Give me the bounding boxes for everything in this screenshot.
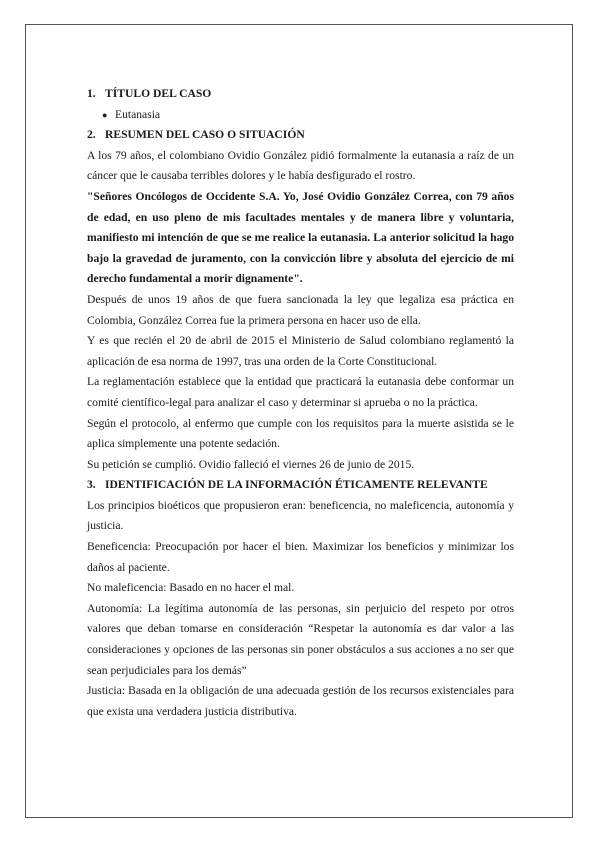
section-2-intro: A los 79 años, el colombiano Ovidio González pidió formalmente la eutanasia a raíz de un cáncer que le causaba terribles dolores y le había desfigurado el rostro. — [87, 148, 514, 183]
paragraph: Después de unos 19 años de que fuera sancionada la ley que legaliza esa práctica en Colombia, González Correa fue la primera persona en hacer uso de ella. — [87, 292, 514, 327]
section-3-heading — [87, 475, 514, 496]
paragraph: La reglamentación establece que la entidad que practicará la eutanasia debe conformar un comité científico-legal para analizar el caso y determinar si aprueba o no la práctica. — [87, 375, 514, 409]
section-1-number: 1. — [87, 87, 96, 100]
paragraph: Su petición se cumplió. Ovidio falleció el viernes 26 de junio de 2015. — [87, 457, 415, 471]
section-1-heading — [87, 84, 514, 105]
section-2-number: 2. — [87, 128, 96, 142]
section-1-title: TÍTULO DEL CASO — [105, 87, 212, 100]
section-2-heading — [87, 125, 514, 146]
section-1-bullet — [87, 105, 514, 126]
bullet-text: Eutanasia — [115, 107, 161, 121]
bullet-icon: ● — [102, 109, 108, 120]
section-3-intro: Los principios bioéticos que propusieron eran: beneficencia, no maleficencia, autonomía y justicia. — [87, 498, 514, 533]
paragraph: Según el protocolo, al enfermo que cumple con los requisitos para la muerte asistida se le aplica simplemente una potente sedación. — [87, 416, 514, 451]
paragraph: Y es que recién el 20 de abril de 2015 el Ministerio de Salud colombiano reglamentó la aplicación de esa norma de 1997, tras una orden de la Corte Constitucional. — [87, 334, 514, 368]
section-3-title: IDENTIFICACIÓN DE LA INFORMACIÓN ÉTICAMENTE RELEVANTE — [105, 478, 488, 492]
section-3-number: 3. — [87, 478, 96, 492]
petition-quote: "Señores Oncólogos de Occidente S.A. Yo, José Ovidio González Correa, con 79 años de edad, en uso pleno de mis facultades mentales y de manera libre y voluntaria, manifiesto mi intención de que se me realice la eutanasia. La anterior solicitud la hago bajo la gravedad de juramento, con la convicción libre y absoluta del ejercicio de mi derecho fundamental a morir dignamente". — [87, 189, 514, 286]
principle-justicia: Justicia: Basada en la obligación de una adecuada gestión de los recursos existenciales para que exista una verdadera justicia distributiva. — [87, 684, 514, 718]
principle-no-maleficencia: No maleficencia: Basado en no hacer el mal. — [87, 581, 295, 595]
document-content — [87, 84, 514, 722]
section-2-title: RESUMEN DEL CASO O SITUACIÓN — [105, 128, 305, 142]
principle-autonomia: Autonomía: La legítima autonomía de las personas, sin perjuicio del respeto por otros valores que deban tomarse en consideración “Respetar la autonomía es dar valor a las consideraciones y opciones de las personas sin poner obstáculos a sus acciones a no ser que sean perjudiciales para los demás” — [87, 601, 514, 677]
principle-beneficencia: Beneficencia: Preocupación por hacer el bien. Maximizar los beneficios y minimizar los daños al paciente. — [87, 540, 514, 574]
